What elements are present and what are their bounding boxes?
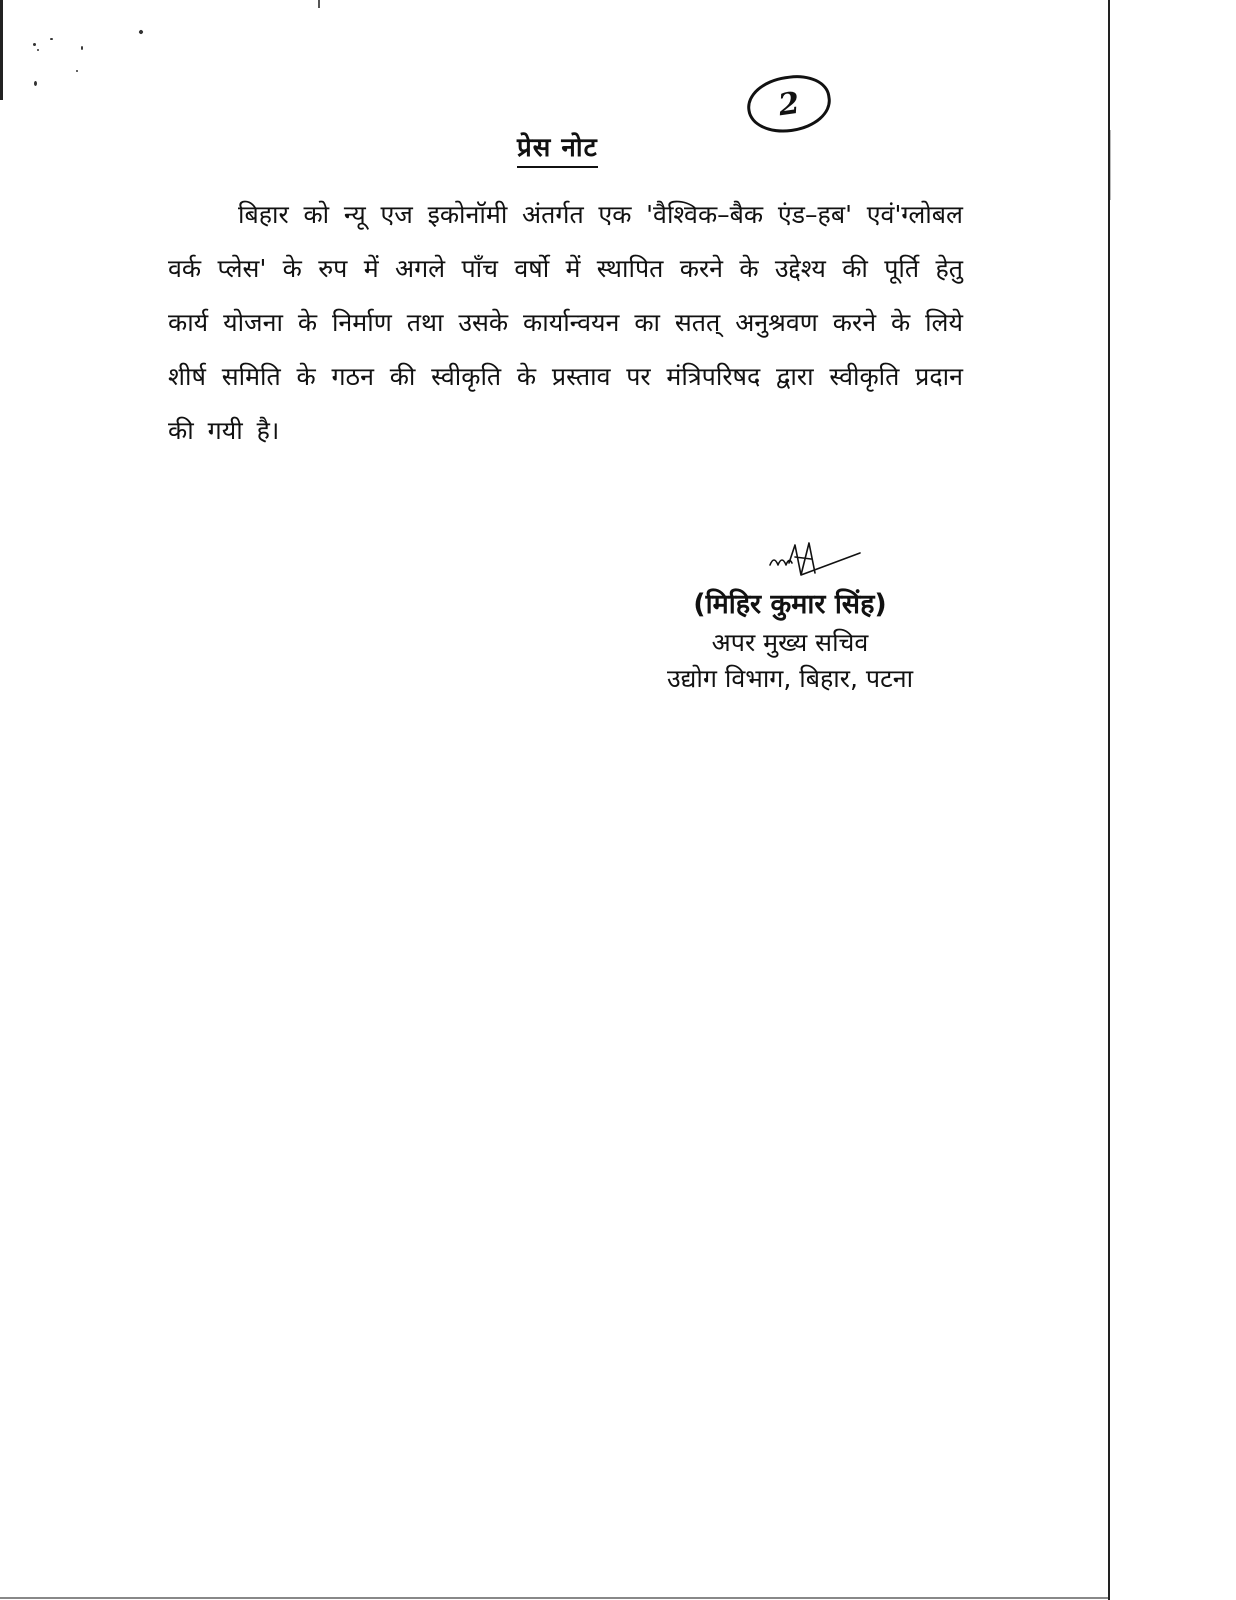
- press-note-body: बिहार को न्यू एज इकोनॉमी अंतर्गत एक 'वैश्विक–बैक एंड–हब' एवं'ग्लोबल वर्क प्लेस' के रुप में अगले पाँच वर्षो में स्थापित करने के उद्देश्य की पूर्ति हेतु कार्य योजना के निर्माण तथा उसके कार्यान्वयन का सतत् अनुश्रवण करने के लिये शीर्ष समिति के गठन की स्वीकृति के प्रस्ताव पर मंत्रिपरिषद द्वारा स्वीकृति प्रदान की गयी है।: [168, 200, 963, 445]
- page-number: 2: [776, 85, 802, 123]
- scan-speck: [138, 29, 144, 35]
- scan-right-border-faint: [1110, 130, 1111, 200]
- scan-top-mark: [318, 0, 320, 8]
- page-number-circle: [744, 70, 835, 137]
- scan-speck: [34, 81, 37, 86]
- scan-speck: [50, 38, 53, 40]
- scan-speck: [33, 43, 36, 46]
- scan-left-edge: [0, 0, 3, 100]
- signatory-department: उद्योग विभाग, बिहार, पटना: [666, 664, 914, 693]
- document-title: प्रेस नोट: [517, 128, 598, 168]
- signatory-designation: अपर मुख्य सचिव: [711, 628, 869, 657]
- signature-icon: [765, 535, 865, 585]
- scan-bottom-line: [0, 1597, 1108, 1599]
- scan-speck: [76, 70, 78, 72]
- signatory-name: (मिहिर कुमार सिंह): [693, 589, 887, 620]
- scan-speck: [37, 49, 39, 51]
- scan-right-border: [1108, 0, 1110, 1600]
- scan-speck: [81, 46, 83, 50]
- signatory-block: [640, 585, 940, 697]
